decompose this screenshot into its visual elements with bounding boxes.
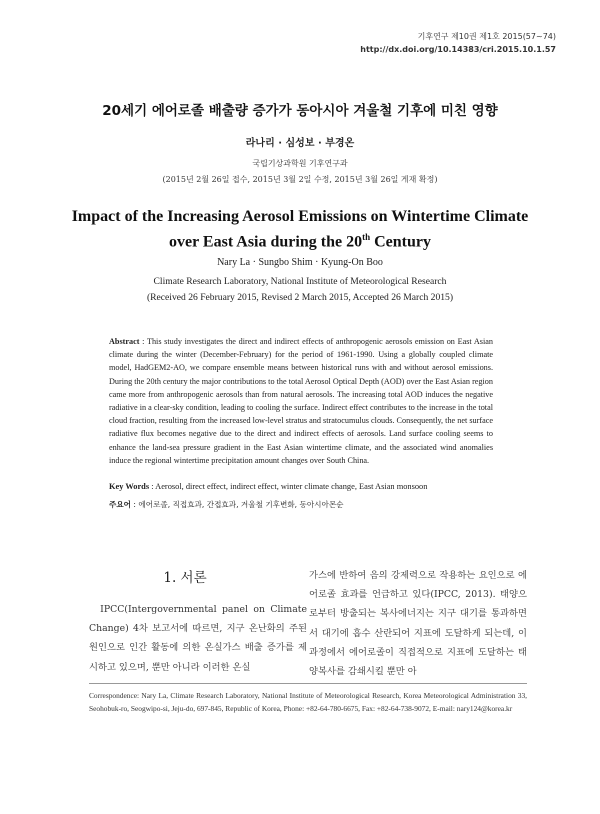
korean-keywords-label: 주요어: [109, 500, 132, 509]
abstract-text: : This study investigates the direct and indirect effects of anthropogenic aerosols emission on East Asian climate during the winter (December-February) for the period of 1961-1990. Using a globally coupled climate model, HadGEM2-AO, we compare ensemble means between historical runs with and without aerosol emissions. During the 20th century the major contributions to the total Aerosol Optical Depth (AOD) over the East Asian region came more from anthropogenic aerosols than from natural aerosols. The increasing total AOD induces the negative radiative in a clear-sky condition, leading to cooling the surface. Indirect effect contributes to the increase in the total cloud fraction, resulting from the increased low-level stratus and stratocumulus clouds. Consequently, the net surface radiative flux becomes negative due to the direct and indirect effects of aerosols. Land surface cooling seems to enhance the land-sea pressure gradient in the East Asian wintertime climate, and the associated wind anomalies induce the regional wintertime precipitation amount changes over South China.: [109, 337, 493, 465]
korean-authors: 라나리 · 심성보 · 부경온: [245, 138, 355, 149]
keywords-text: : Aerosol, direct effect, indirect effect, winter climate change, East Asian monsoon: [149, 482, 428, 491]
correspondence-footnote: Correspondence: Nary La, Climate Research Laboratory, National Institute of Meteorological Research, Korea Meteorological Administration 33, Seohobuk-ro, Seogwipo-si, Jeju-do, 697-845, Republic of Korea, Phone: +82-64-780-6675, Fax: +82-64-738-9072, E-mail: nary124@korea.kr: [89, 691, 527, 713]
korean-keywords-text: : 에어로졸, 직접효과, 간접효과, 겨울철 기후변화, 동아시아몬순: [131, 500, 344, 509]
english-title-line1: Impact of the Increasing Aerosol Emissions on Wintertime Climate: [71, 208, 529, 225]
english-affiliation: Climate Research Laboratory, National Institute of Meteorological Research: [153, 276, 447, 287]
section-heading: 1. 서론: [163, 570, 207, 586]
english-affiliation-block: [0, 274, 600, 306]
journal-info: [360, 30, 556, 56]
english-dates: (Received 26 February 2015, Revised 2 March 2015, Accepted 26 March 2015): [146, 292, 454, 303]
journal-citation: 기후연구 제10권 제1호 2015(57~74): [417, 32, 556, 41]
english-title-line2-post: Century: [370, 233, 431, 251]
korean-affiliation: 국립기상과학원 기후연구과: [252, 159, 348, 168]
korean-dates: (2015년 2월 26일 접수, 2015년 3월 2일 수정, 2015년 3월 26일 게재 확정): [162, 175, 438, 184]
body-right-column: 가스에 반하여 음의 강제력으로 작용하는 요인으로 에어로졸 효과를 언급하고 있다(IPCC, 2013). 태양으로부터 방출되는 복사에너지는 지구 대기를 통과하면서 대기에 흡수 산란되어 지표에 도달하게 되는데, 이 과정에서 에어로졸이 직접적으로 지표에 도달하는 태양복사를 감쇄시킬 뿐만 아: [309, 570, 527, 678]
korean-keywords: [109, 499, 493, 510]
english-authors: Nary La · Sungbo Shim · Kyung-On Boo: [217, 257, 383, 268]
keywords: [109, 482, 493, 491]
keywords-label: Key Words: [109, 482, 150, 491]
korean-title: 20세기 에어로졸 배출량 증가가 동아시아 겨울철 기후에 미친 영향: [102, 103, 498, 119]
abstract: [109, 335, 493, 467]
english-title-line2-pre: over East Asia during the 20: [169, 233, 363, 251]
english-title-line2: [0, 227, 600, 252]
korean-affiliation-block: [0, 156, 600, 188]
doi-link[interactable]: http://dx.doi.org/10.14383/cri.2015.10.1.57: [360, 45, 556, 54]
body-left-column: IPCC(Intergovernmental panel on Climate Change) 4차 보고서에 따르면, 지구 온난화의 주된 원인으로 인간 활동에 의한 온실가스 배출 증가를 제시하고 있으며, 뿐만 아니라 이러한 온실: [89, 604, 307, 673]
english-title-superscript: th: [362, 232, 371, 242]
footnote-divider: [89, 683, 527, 684]
abstract-label: Abstract: [109, 337, 140, 346]
english-title: [0, 206, 600, 252]
